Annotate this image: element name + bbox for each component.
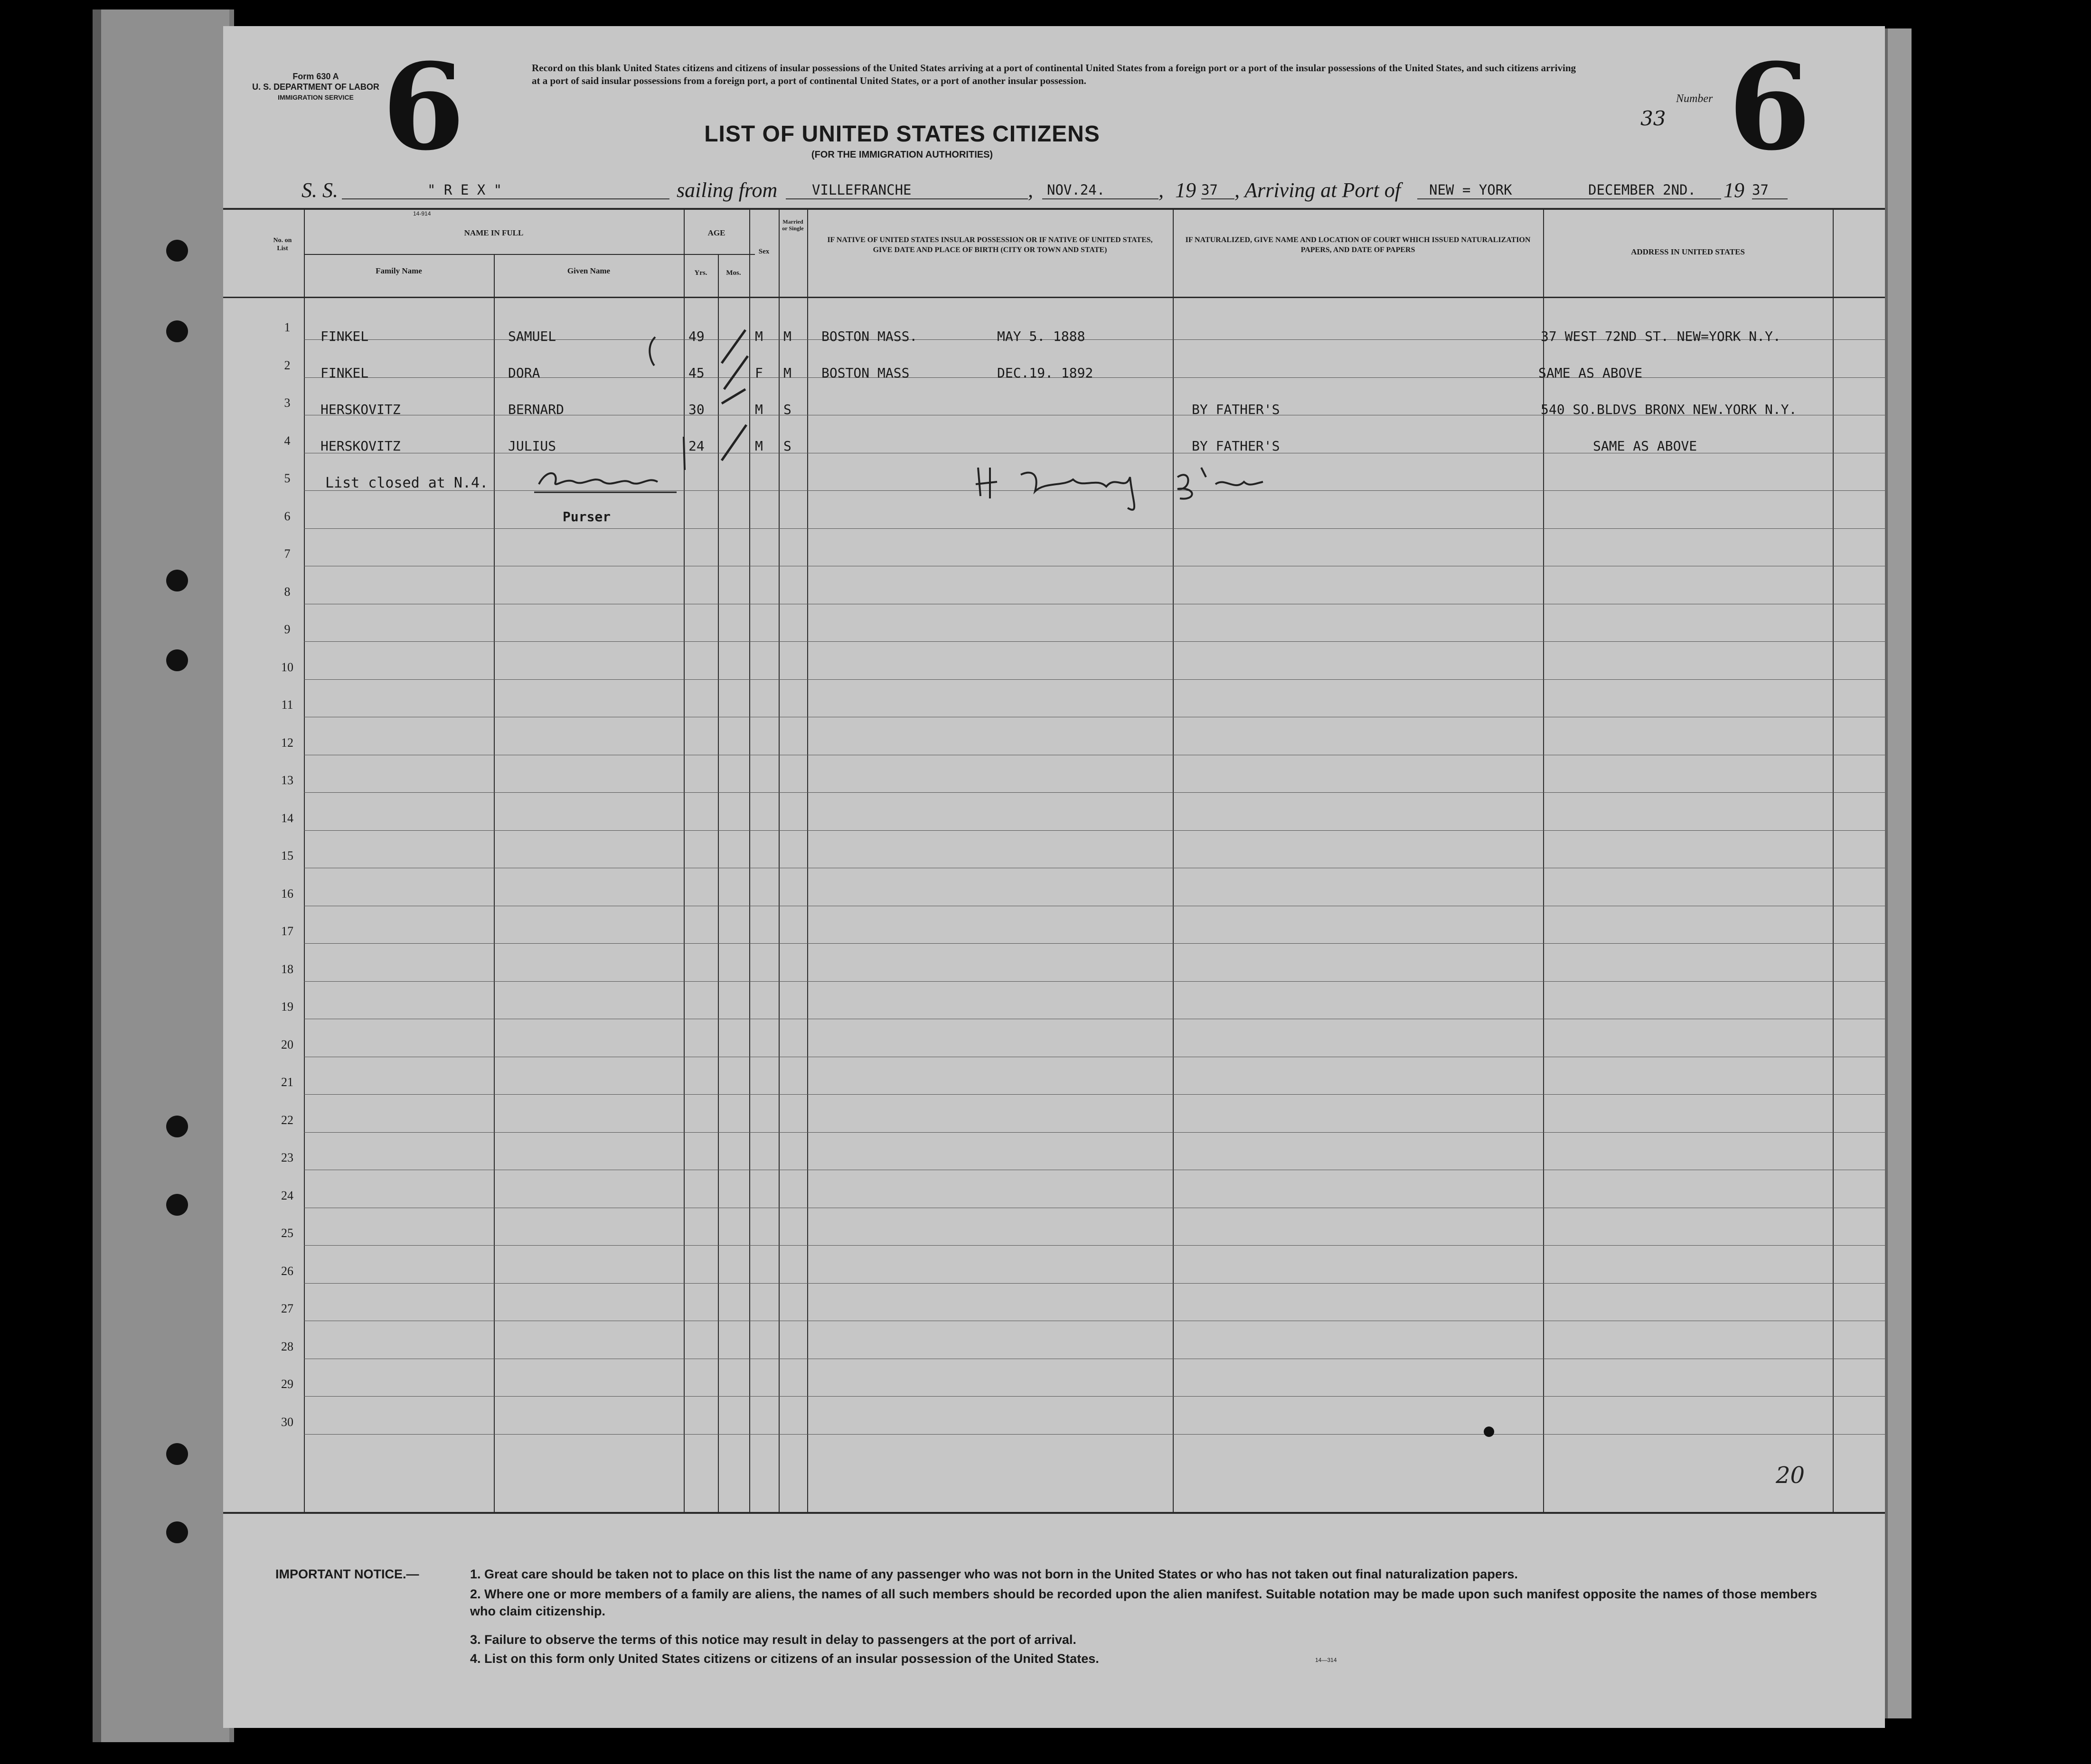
- header-family-name: Family Name: [376, 266, 422, 275]
- given-name-cell: BERNARD: [508, 402, 565, 417]
- small-code-bottom: 14—314: [1315, 1657, 1337, 1663]
- age-cell: 30: [688, 402, 705, 417]
- notice-heading: IMPORTANT NOTICE.—: [275, 1567, 419, 1581]
- row-line: [304, 1283, 1885, 1284]
- binding-hole: [166, 570, 188, 591]
- sex-cell: F: [755, 365, 763, 381]
- ink-dot: [1484, 1426, 1494, 1437]
- binding-hole: [166, 320, 188, 342]
- arrival-date: DECEMBER 2ND.: [1588, 182, 1696, 198]
- ledger-binding: [93, 9, 234, 1742]
- row-number: 4: [284, 433, 291, 448]
- header-no-on-list: No. on List: [273, 237, 292, 252]
- header-sex: Sex: [758, 248, 770, 255]
- row-number: 15: [281, 849, 293, 863]
- row-number: 30: [281, 1415, 293, 1429]
- ledger-edge: [1885, 28, 1912, 1718]
- row-line: [304, 1245, 1885, 1246]
- row-number: 26: [281, 1264, 293, 1278]
- header-mos: Mos.: [726, 269, 741, 277]
- naturalization-cell: BY FATHER'S: [1192, 402, 1280, 417]
- binding-hole: [166, 649, 188, 671]
- row-number: 19: [281, 1000, 293, 1013]
- number-label: Number: [1676, 93, 1713, 105]
- row-number: 14: [281, 811, 293, 825]
- department: U. S. DEPARTMENT OF LABOR: [252, 82, 379, 92]
- row-number: 25: [281, 1226, 293, 1240]
- depart-date: NOV.24.: [1047, 182, 1105, 198]
- form-subtitle: (FOR THE IMMIGRATION AUTHORITIES): [811, 150, 993, 160]
- from-port: VILLEFRANCHE: [812, 182, 912, 198]
- header-age: AGE: [707, 228, 725, 237]
- address-cell: SAME AS ABOVE: [1593, 438, 1697, 454]
- birth-date-cell: MAY 5. 1888: [997, 328, 1085, 344]
- form-title: LIST OF UNITED STATES CITIZENS: [704, 122, 1100, 147]
- header-address: ADDRESS IN UNITED STATES: [1631, 247, 1745, 256]
- header-married-single: Married or Single: [782, 218, 804, 232]
- service: IMMIGRATION SERVICE: [278, 94, 354, 101]
- form-meta: [247, 71, 385, 103]
- row-line: [304, 377, 1885, 378]
- birth-date-cell: DEC.19. 1892: [997, 365, 1093, 381]
- family-name-cell: FINKEL: [320, 365, 369, 381]
- given-name-cell: DORA: [508, 365, 540, 381]
- arriving-label: , Arriving at Port of: [1234, 178, 1401, 202]
- binding-hole: [166, 1521, 188, 1543]
- row-line: [304, 1132, 1885, 1133]
- header-given-name: Given Name: [567, 266, 611, 275]
- voyage-line: S. S. " R E X " sailing from VILLEFRANCHE , NOV.24. , 19 37 , Arriving at Port of NEW = YORK DECEMBER 2ND. 19 37: [301, 178, 1769, 202]
- row-line: [304, 943, 1885, 944]
- birth-place-cell: BOSTON MASS.: [821, 328, 918, 344]
- row-number: 24: [281, 1188, 293, 1202]
- year-2: 37: [1752, 182, 1769, 198]
- binding-hole: [166, 240, 188, 262]
- sex-cell: M: [755, 438, 763, 454]
- row-number: 11: [281, 698, 293, 712]
- row-line: [304, 1094, 1885, 1095]
- row-number: 23: [281, 1151, 293, 1164]
- row-line: [304, 528, 1885, 529]
- sheet-number-right: 6: [1728, 37, 1811, 177]
- row-line: [304, 830, 1885, 831]
- marital-status-cell: S: [783, 402, 791, 417]
- row-number: 3: [284, 396, 291, 410]
- year-prefix-2: 19: [1724, 178, 1744, 202]
- age-cell: 24: [688, 438, 705, 454]
- notice-item: 2. Where one or more members of a family are aliens, the names of all such members should be recorded upon the alien manifest. Suitable notation may be made upon such manifest opposite the names of those members who claim citizenship.: [470, 1587, 1818, 1618]
- row-number: 9: [284, 622, 291, 636]
- sex-cell: M: [755, 402, 763, 417]
- row-number: 10: [281, 660, 293, 674]
- header-yrs: Yrs.: [694, 269, 707, 277]
- row-number: 2: [284, 358, 291, 372]
- ship-name: " R E X ": [427, 182, 502, 198]
- row-number: 7: [284, 547, 291, 561]
- row-line: [304, 1434, 1885, 1435]
- check-marks: [712, 328, 755, 470]
- page-mark: 20: [1776, 1462, 1805, 1489]
- marital-status-cell: M: [783, 365, 791, 381]
- row-number: 17: [281, 924, 293, 938]
- address-cell: SAME AS ABOVE: [1538, 365, 1643, 381]
- row-number: 20: [281, 1037, 293, 1051]
- sheet-number-left: 6: [382, 37, 465, 177]
- ss-label: S. S.: [301, 178, 338, 202]
- given-name-cell: SAMUEL: [508, 328, 556, 344]
- sex-cell: M: [755, 328, 763, 344]
- manifest-sheet: [223, 26, 1885, 1728]
- row-number: 8: [284, 584, 291, 599]
- marital-status-cell: S: [783, 438, 791, 454]
- row-line: [304, 981, 1885, 982]
- binding-hole: [166, 1194, 188, 1216]
- year-prefix-1: 19: [1175, 178, 1196, 202]
- purser-label: Purser: [563, 509, 611, 525]
- year-1: 37: [1201, 182, 1218, 198]
- family-name-cell: HERSKOVITZ: [320, 402, 401, 417]
- row-line: [304, 679, 1885, 680]
- family-name-cell: HERSKOVITZ: [320, 438, 401, 454]
- notice-item: 4. List on this form only United States citizens or citizens of an insular possession of the United States.: [470, 1651, 1099, 1666]
- header-name-in-full: NAME IN FULL: [464, 228, 524, 237]
- sailing-label: sailing from: [677, 178, 778, 202]
- header-birth: IF NATIVE OF UNITED STATES INSULAR POSSESSION OR IF NATIVE OF UNITED STATES, GIVE DATE AND PLACE OF BIRTH (CITY OR TOWN AND STATE): [827, 236, 1153, 254]
- row-number: 12: [281, 735, 293, 750]
- handwritten-number: 33: [1640, 107, 1666, 130]
- row-number: 5: [284, 471, 291, 485]
- age-cell: 45: [688, 365, 705, 381]
- given-name-cell: JULIUS: [508, 438, 556, 454]
- row-line: [304, 792, 1885, 793]
- binding-hole: [166, 1116, 188, 1137]
- family-name-cell: FINKEL: [320, 328, 369, 344]
- age-cell: 49: [688, 328, 705, 344]
- binding-hole: [166, 1443, 188, 1465]
- row-number: 28: [281, 1339, 293, 1353]
- notice-item: 3. Failure to observe the terms of this notice may result in delay to passengers at the port of arrival.: [470, 1633, 1076, 1647]
- row-number: 27: [281, 1302, 293, 1315]
- row-line: [304, 1396, 1885, 1397]
- address-cell: 540 SO.BLDVS BRONX NEW.YORK N.Y.: [1541, 402, 1797, 417]
- row-number: 29: [281, 1377, 293, 1391]
- header-naturalized: IF NATURALIZED, GIVE NAME AND LOCATION OF COURT WHICH ISSUED NATURALIZATION PAPERS, AND DATE OF PAPERS: [1185, 236, 1531, 254]
- marital-status-cell: M: [783, 328, 791, 344]
- form-number: Form 630 A: [292, 72, 339, 81]
- arrival-port: NEW = YORK: [1429, 182, 1512, 198]
- birth-place-cell: BOSTON MASS: [821, 365, 910, 381]
- row-number: 22: [281, 1113, 293, 1127]
- row-number: 18: [281, 962, 293, 976]
- form-instruction: Record on this blank United States citizens and citizens of insular possessions of the United States arriving at a port of continental United States from a foreign port or a port of the insular possessions of the United States, and such citizens arriving at a port of said insular possessions from a foreign port, a port of continental United States, or a port of another insular possession.: [532, 62, 1576, 86]
- small-code-top: 14-914: [413, 210, 431, 217]
- row-number: 1: [284, 320, 291, 334]
- tally-marks: [646, 328, 703, 475]
- row-number: 16: [281, 886, 293, 901]
- notice-item: 1. Great care should be taken not to place on this list the name of any passenger who was not born in the United States or who has not taken out final naturalization papers.: [470, 1567, 1518, 1581]
- row-line: [304, 641, 1885, 642]
- address-cell: 37 WEST 72ND ST. NEW=YORK N.Y.: [1541, 328, 1781, 344]
- list-closed-note: List closed at N.4.: [325, 475, 489, 491]
- naturalization-cell: BY FATHER'S: [1192, 438, 1280, 454]
- row-number: 13: [281, 773, 293, 787]
- row-number: 6: [284, 509, 291, 523]
- row-number: 21: [281, 1075, 293, 1089]
- handwritten-annotation: [969, 458, 1272, 525]
